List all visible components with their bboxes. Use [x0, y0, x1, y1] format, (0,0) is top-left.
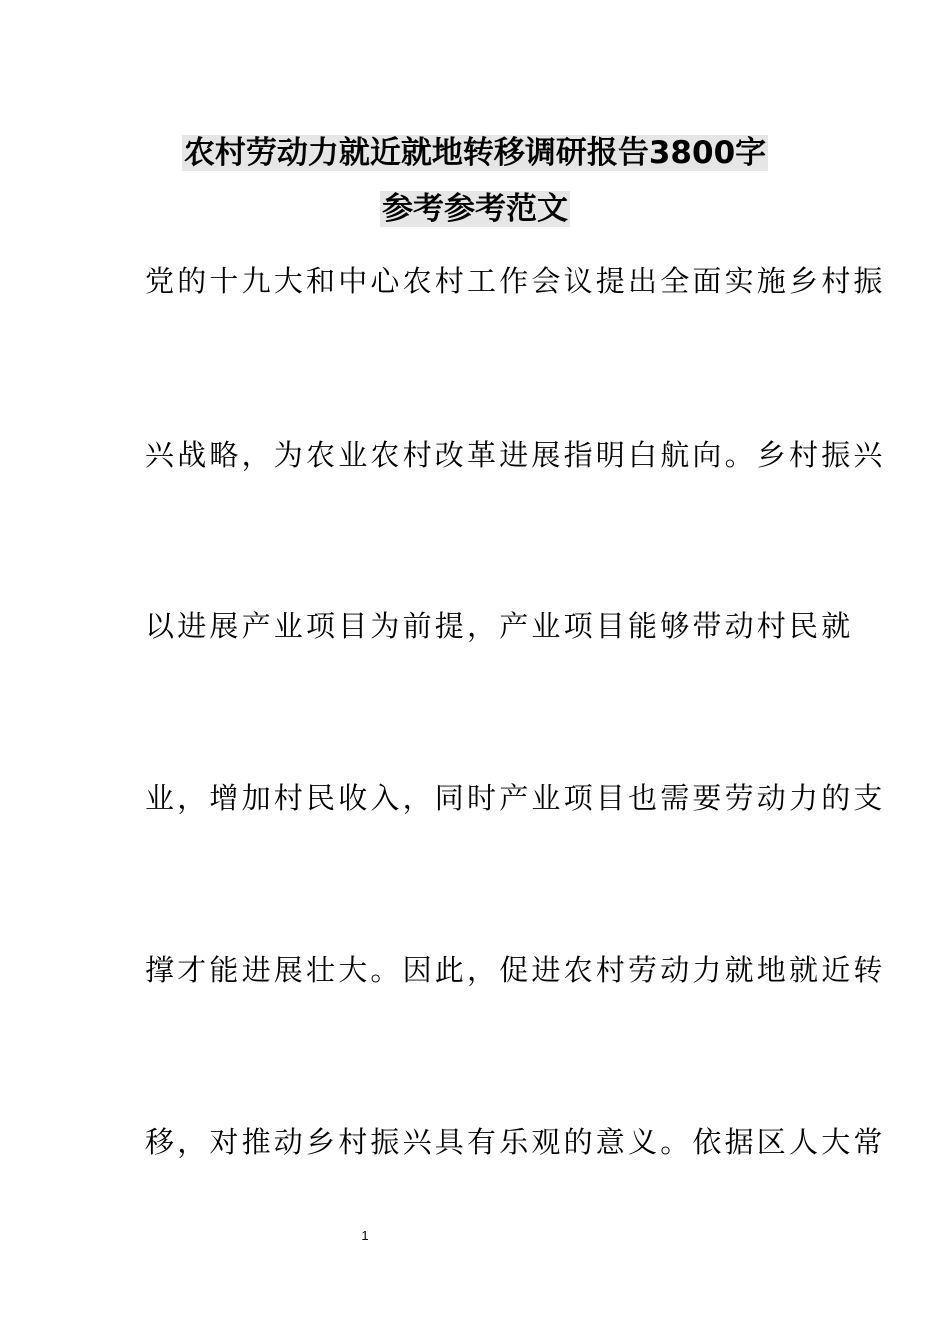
page-number: 1	[361, 1228, 369, 1243]
title-text-1: 农村劳动力就近就地转移调研报告3800字	[183, 135, 767, 171]
document-title-line-1	[0, 131, 950, 175]
body-text-line: 以进展产业项目为前提，产业项目能够带动村民就	[145, 609, 854, 643]
body-text-line: 业，增加村民收入，同时产业项目也需要劳动力的支	[145, 781, 886, 815]
body-text-line: 撑才能进展壮大。因此，促进农村劳动力就地就近转	[145, 953, 886, 987]
document-title-line-2	[0, 187, 950, 231]
body-text-line: 兴战略，为农业农村改革进展指明白航向。乡村振兴	[145, 438, 886, 472]
body-text-line: 党的十九大和中心农村工作会议提出全面实施乡村振	[145, 264, 886, 298]
title-text-2: 参考参考范文	[382, 191, 568, 227]
body-text-line: 移，对推动乡村振兴具有乐观的意义。依据区人大常	[145, 1125, 886, 1159]
